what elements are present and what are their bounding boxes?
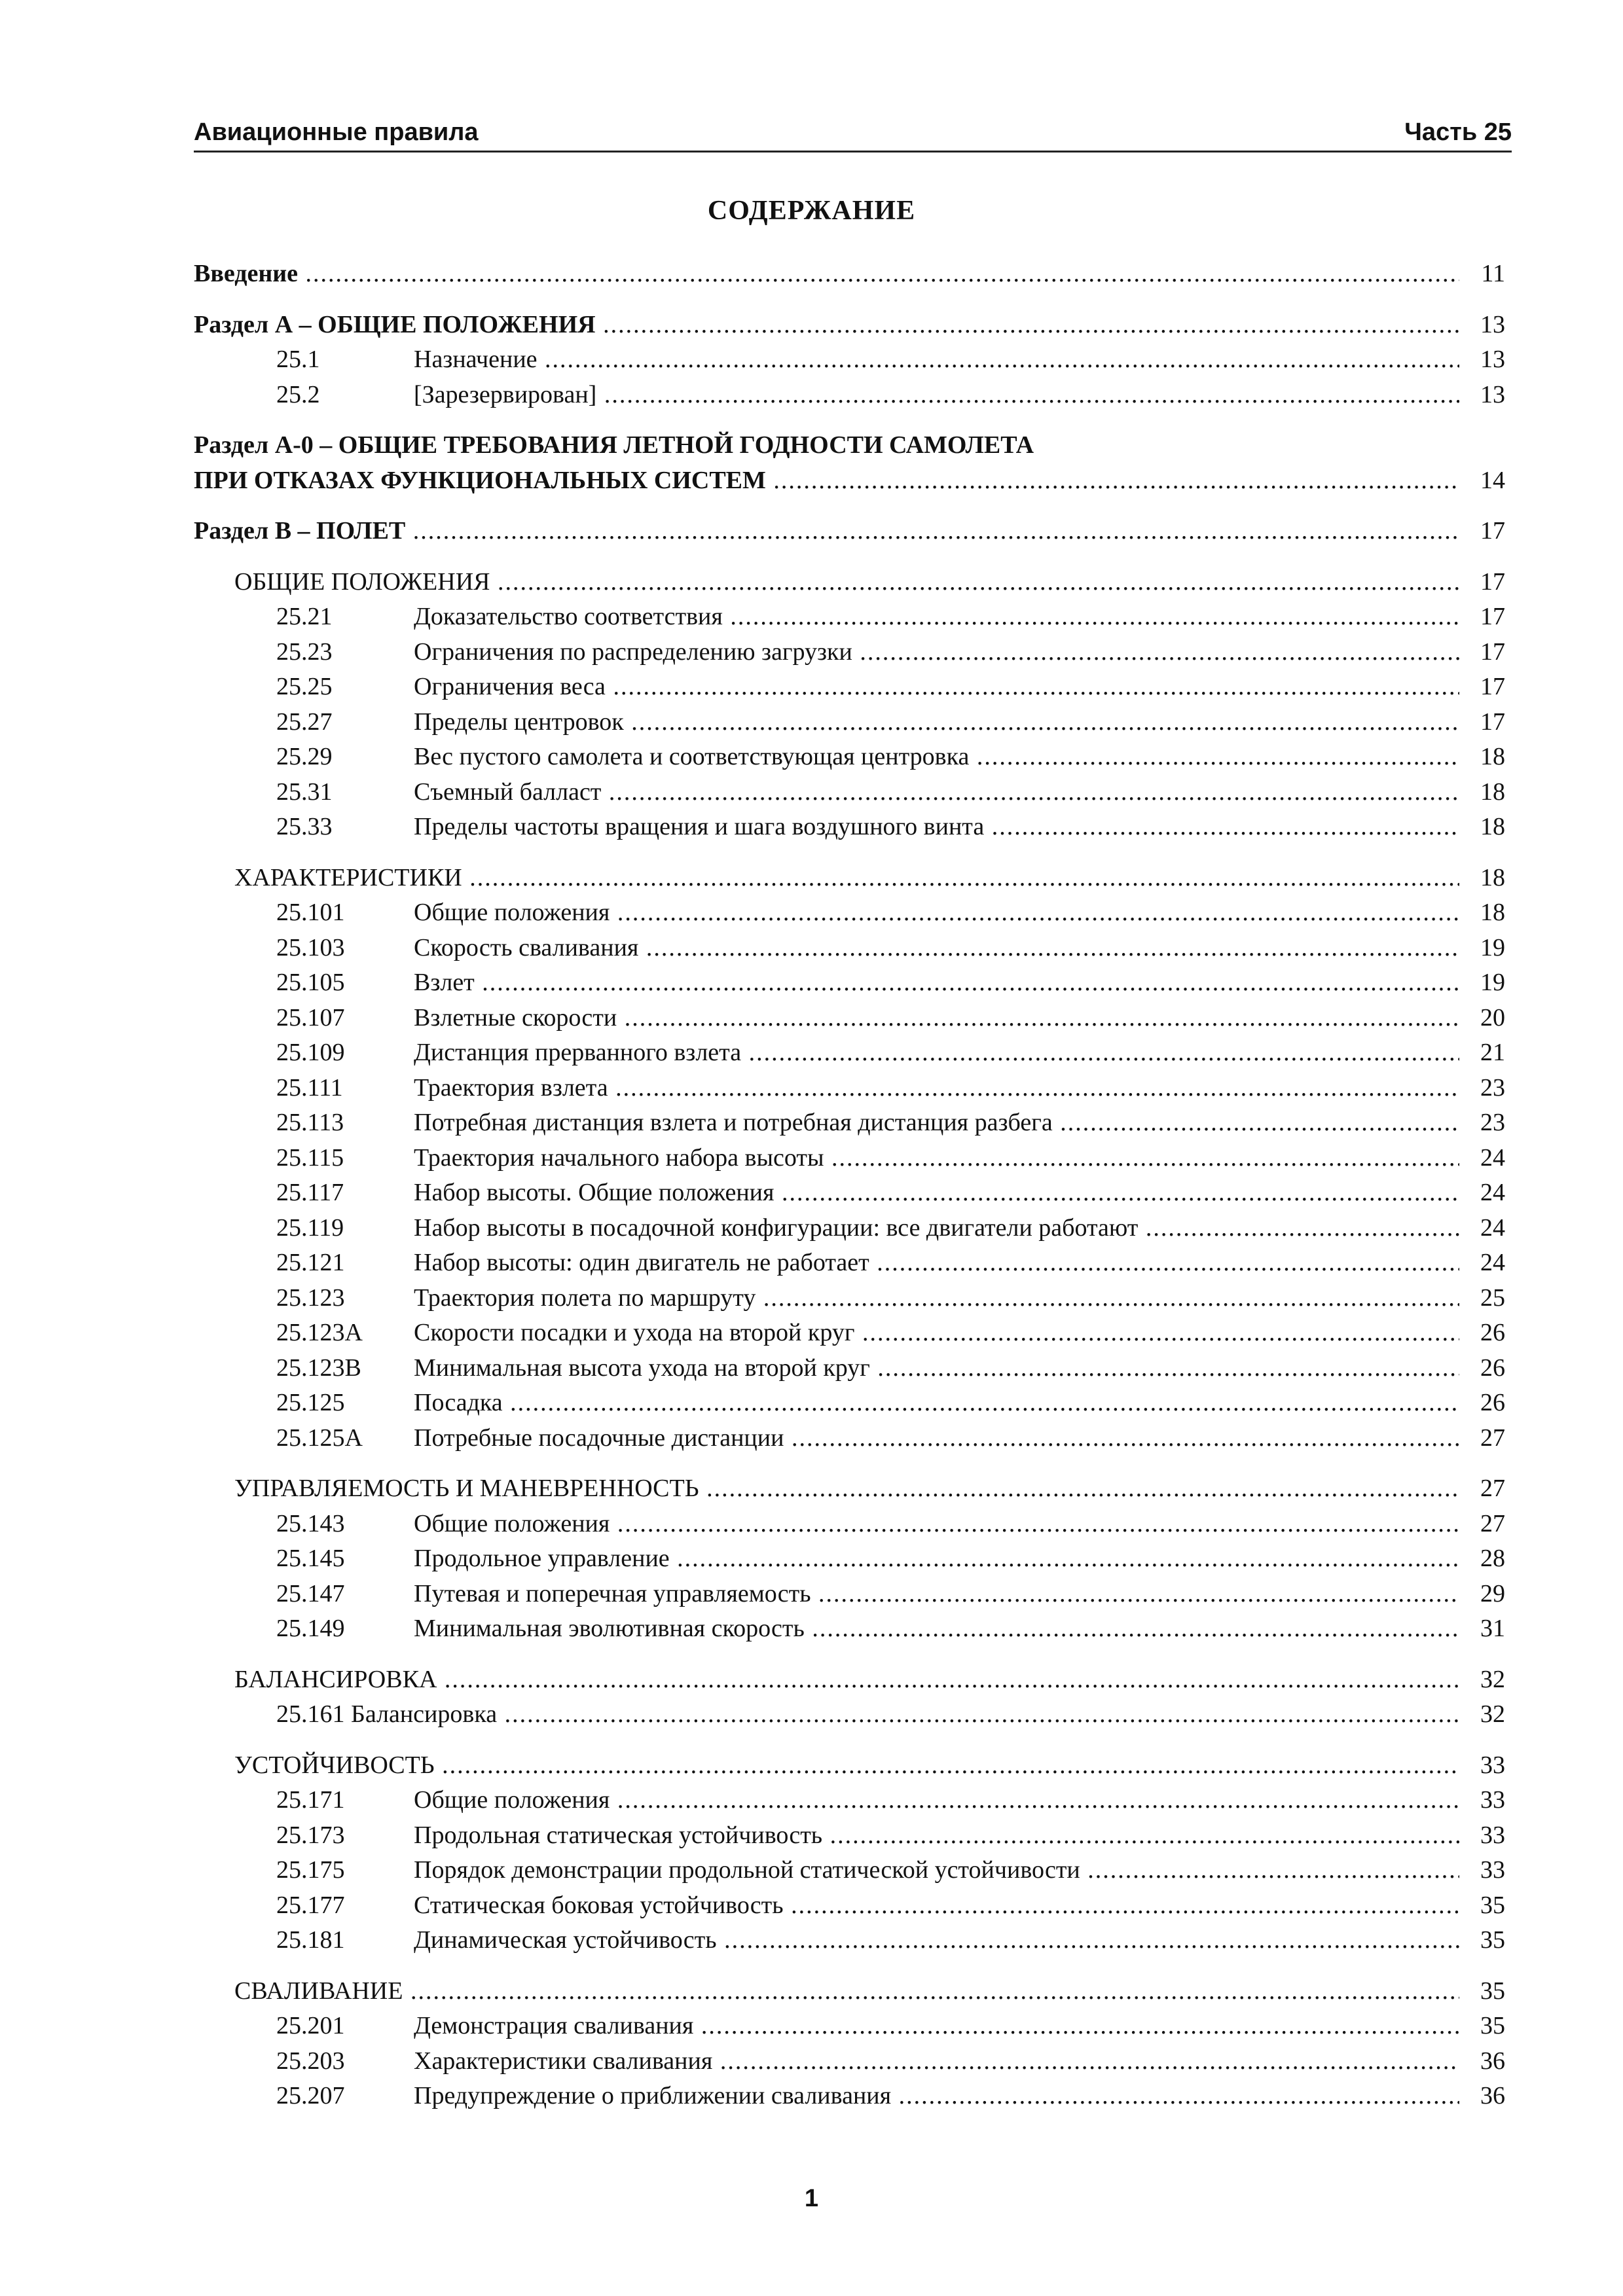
toc-page-number: 20	[1480, 1003, 1505, 1031]
toc-entry[interactable]	[194, 2079, 1505, 2114]
toc-entry-title: Дистанция прерванного взлета .....	[414, 1035, 1459, 1071]
toc-entry-title: СВАЛИВАНИЕ .....	[234, 1974, 1459, 2009]
toc-page-number: 33	[1480, 1821, 1505, 1849]
toc-page-number: 33	[1480, 1751, 1505, 1779]
toc-entry-number: 25.177	[276, 1891, 345, 1919]
toc-page-number: 14	[1480, 466, 1505, 494]
toc-page-number: 29	[1480, 1579, 1505, 1607]
toc-entry-title: Посадка .....	[414, 1386, 1459, 1421]
toc-entry[interactable]	[194, 1071, 1505, 1106]
toc-entry-title: Набор высоты: один двигатель не работает .....	[414, 1246, 1459, 1281]
toc-entry[interactable]	[194, 1783, 1505, 1818]
toc-subsection[interactable]	[194, 1748, 1505, 1784]
toc-entry-title: Скорость сваливания .....	[414, 931, 1459, 966]
toc-page-number: 27	[1480, 1509, 1505, 1537]
toc-entry-title: Назначение .....	[414, 342, 1459, 378]
toc-entry-title: Потребные посадочные дистанции .....	[414, 1421, 1459, 1456]
toc-page-number: 17	[1480, 517, 1505, 545]
toc-page-number: 11	[1481, 260, 1505, 287]
toc-entry-title: Набор высоты. Общие положения .....	[414, 1175, 1459, 1211]
toc-entry[interactable]	[194, 1351, 1505, 1386]
toc-entry-number: 25.125	[276, 1389, 345, 1416]
toc-entry[interactable]	[194, 2044, 1505, 2079]
toc-entry-title: Вес пустого самолета и соответствующая центровка .....	[414, 740, 1459, 775]
toc-entry-title: Ограничения по распределению загрузки .....	[414, 635, 1459, 670]
toc-entry-number: 25.207	[276, 2082, 345, 2109]
toc-entry-number: 25.109	[276, 1039, 345, 1066]
header-part-label: Часть 25	[1404, 118, 1512, 146]
toc-subsection[interactable]	[194, 861, 1505, 896]
toc-page-number: 13	[1480, 310, 1505, 338]
toc-section[interactable]	[194, 463, 1505, 499]
toc-entry-title: Введение .....	[194, 257, 1459, 292]
toc-entry-title: Продольное управление .....	[414, 1541, 1459, 1577]
toc-entry-title: 25.161 Балансировка .....	[276, 1697, 1459, 1732]
toc-entry-title: Потребная дистанция взлета и потребная дистанция разбега .....	[414, 1105, 1459, 1141]
toc-page-number: 17	[1480, 637, 1505, 666]
header-document-title: Авиационные правила	[194, 118, 479, 146]
toc-subsection[interactable]	[194, 1662, 1505, 1698]
toc-entry-number: 25.145	[276, 1545, 345, 1572]
toc-entry-title: ХАРАКТЕРИСТИКИ .....	[234, 861, 1459, 896]
toc-entry-title: Раздел А-0 – ОБЩИЕ ТРЕБОВАНИЯ ЛЕТНОЙ ГОДНОСТИ САМОЛЕТА	[194, 431, 1034, 459]
toc-entry-title: Скорости посадки и ухода на второй круг .....	[414, 1316, 1459, 1351]
toc-entry[interactable]	[194, 965, 1505, 1001]
toc-page-number: 24	[1480, 1143, 1505, 1172]
toc-entry-number: 25.175	[276, 1856, 345, 1884]
toc-entry-title: УСТОЙЧИВОСТЬ .....	[234, 1748, 1459, 1784]
toc-entry-number: 25.117	[276, 1179, 344, 1206]
toc-entry[interactable]	[194, 1105, 1505, 1141]
toc-entry[interactable]	[194, 2009, 1505, 2044]
toc-entry[interactable]	[194, 775, 1505, 810]
toc-page-number: 36	[1480, 2047, 1505, 2075]
toc-entry-number: 25.123А	[276, 1319, 363, 1346]
toc-entry[interactable]	[194, 1923, 1505, 1958]
toc-entry[interactable]	[194, 1281, 1505, 1316]
toc-entry-title: Траектория взлета .....	[414, 1071, 1459, 1106]
toc-entry-title: ОБЩИЕ ПОЛОЖЕНИЯ .....	[234, 565, 1459, 600]
toc-entry[interactable]	[194, 931, 1505, 966]
toc-page-number: 17	[1480, 708, 1505, 736]
toc-page-number: 27	[1480, 1475, 1505, 1502]
toc-page-number: 32	[1480, 1665, 1505, 1693]
toc-entry-number: 25.23	[276, 637, 333, 666]
toc-entry-number: 25.119	[276, 1213, 344, 1242]
toc-entry-title: Взлет .....	[414, 965, 1459, 1001]
table-of-contents	[194, 257, 1505, 2114]
toc-entry-number: 25.21	[276, 603, 333, 630]
toc-entry[interactable]	[194, 1507, 1505, 1542]
toc-entry[interactable]	[194, 1888, 1505, 1924]
toc-page-number: 17	[1480, 673, 1505, 700]
toc-entry-number: 25.113	[276, 1109, 344, 1136]
toc-entry[interactable]	[194, 1541, 1505, 1577]
toc-page-number: 21	[1480, 1039, 1505, 1066]
toc-page-number: 13	[1480, 346, 1505, 373]
toc-entry-number: 25.171	[276, 1786, 345, 1814]
toc-entry-title: Порядок демонстрации продольной статической устойчивости .....	[414, 1853, 1459, 1888]
toc-entry-number: 25.27	[276, 708, 333, 736]
toc-entry-title: Траектория полета по маршруту .....	[414, 1281, 1459, 1316]
toc-entry-number: 25.103	[276, 933, 345, 961]
toc-page-number: 35	[1480, 1977, 1505, 2005]
toc-entry-number: 25.181	[276, 1926, 345, 1954]
toc-entry-title: Пределы центровок .....	[414, 705, 1459, 740]
toc-page-number: 26	[1480, 1319, 1505, 1346]
toc-entry-number: 25.173	[276, 1821, 345, 1849]
toc-page-number: 19	[1480, 969, 1505, 996]
toc-subsection[interactable]	[194, 1974, 1505, 2009]
toc-entry-number: 25.201	[276, 2012, 345, 2039]
toc-entry[interactable]	[194, 1035, 1505, 1071]
toc-entry[interactable]	[194, 670, 1505, 705]
toc-page-number: 33	[1480, 1856, 1505, 1884]
toc-entry-number: 25.149	[276, 1615, 345, 1642]
toc-entry-title: [Зарезервирован] .....	[414, 378, 1459, 413]
toc-entry-number: 25.31	[276, 778, 333, 806]
toc-page-number: 13	[1480, 380, 1505, 408]
toc-entry[interactable]	[194, 740, 1505, 775]
toc-entry-title: УПРАВЛЯЕМОСТЬ И МАНЕВРЕННОСТЬ .....	[234, 1471, 1459, 1507]
toc-entry-title: Раздел А – ОБЩИЕ ПОЛОЖЕНИЯ .....	[194, 308, 1459, 343]
toc-entry-number: 25.115	[276, 1143, 344, 1172]
toc-entry[interactable]	[194, 895, 1505, 931]
toc-entry[interactable]	[194, 1001, 1505, 1036]
toc-entry-number: 25.29	[276, 743, 333, 770]
toc-entry-title: Съемный балласт .....	[414, 775, 1459, 810]
toc-entry-title: Минимальная эволютивная скорость .....	[414, 1611, 1459, 1647]
toc-entry-number: 25.111	[276, 1073, 343, 1102]
toc-entry-title: Ограничения веса .....	[414, 670, 1459, 705]
page-number: 1	[804, 2185, 819, 2212]
toc-entry[interactable]	[194, 1386, 1505, 1421]
toc-entry-number: 25.1	[276, 346, 320, 373]
toc-entry-title: БАЛАНСИРОВКА .....	[234, 1662, 1459, 1698]
toc-entry-title: Общие положения .....	[414, 895, 1459, 931]
toc-page-number: 18	[1480, 778, 1505, 806]
toc-page-number: 35	[1480, 1891, 1505, 1919]
toc-page-number: 27	[1480, 1424, 1505, 1452]
toc-entry-title: Статическая боковая устойчивость .....	[414, 1888, 1459, 1924]
toc-entry[interactable]	[194, 1611, 1505, 1647]
toc-page-number: 23	[1480, 1109, 1505, 1136]
toc-page-number: 35	[1480, 2012, 1505, 2039]
toc-entry[interactable]	[194, 1697, 1505, 1732]
toc-entry[interactable]	[194, 1246, 1505, 1281]
toc-entry[interactable]	[194, 1853, 1505, 1888]
toc-entry-number: 25.123	[276, 1283, 345, 1312]
toc-entry-title: Демонстрация сваливания .....	[414, 2009, 1459, 2044]
toc-page-number: 32	[1480, 1700, 1505, 1728]
toc-entry-number: 25.203	[276, 2047, 345, 2075]
toc-entry[interactable]	[194, 810, 1505, 845]
toc-page-number: 17	[1480, 603, 1505, 630]
toc-page-number: 36	[1480, 2082, 1505, 2109]
toc-subsection[interactable]	[194, 565, 1505, 600]
toc-page-number: 28	[1480, 1545, 1505, 1572]
toc-entry[interactable]	[194, 342, 1505, 378]
page-title: СОДЕРЖАНИЕ	[707, 196, 916, 226]
toc-section[interactable]	[194, 257, 1505, 292]
toc-page-number: 19	[1480, 933, 1505, 961]
toc-entry[interactable]	[194, 1175, 1505, 1211]
toc-page-number: 24	[1480, 1213, 1505, 1242]
toc-entry-title: Набор высоты в посадочной конфигурации: все двигатели работают .....	[414, 1211, 1459, 1246]
running-header	[194, 110, 1512, 152]
toc-entry-title: Динамическая устойчивость .....	[414, 1923, 1459, 1958]
toc-page-number: 26	[1480, 1389, 1505, 1416]
toc-entry-title: Раздел В – ПОЛЕТ .....	[194, 514, 1459, 549]
toc-entry-title: Путевая и поперечная управляемость .....	[414, 1577, 1459, 1612]
toc-entry[interactable]	[194, 1316, 1505, 1351]
toc-entry-title: Продольная статическая устойчивость .....	[414, 1818, 1459, 1854]
toc-entry-title: Пределы частоты вращения и шага воздушного винта .....	[414, 810, 1459, 845]
toc-page-number: 35	[1480, 1926, 1505, 1954]
toc-section[interactable]	[194, 308, 1505, 343]
toc-page-number: 31	[1480, 1615, 1505, 1642]
toc-entry-title: Доказательство соответствия .....	[414, 600, 1459, 635]
toc-entry-title: Общие положения .....	[414, 1783, 1459, 1818]
toc-entry-number: 25.101	[276, 899, 345, 926]
toc-page-number: 18	[1480, 813, 1505, 840]
toc-subsection[interactable]	[194, 1471, 1505, 1507]
toc-entry-title: Предупреждение о приближении сваливания .....	[414, 2079, 1459, 2114]
toc-entry[interactable]	[194, 1421, 1505, 1456]
toc-entry-number: 25.123В	[276, 1354, 361, 1382]
toc-entry[interactable]	[194, 705, 1505, 740]
toc-page-number: 26	[1480, 1354, 1505, 1382]
toc-entry[interactable]	[194, 378, 1505, 413]
toc-entry-number: 25.143	[276, 1509, 345, 1537]
toc-entry-number: 25.25	[276, 673, 333, 700]
toc-entry-title: Взлетные скорости .....	[414, 1001, 1459, 1036]
toc-page-number: 17	[1480, 567, 1505, 596]
toc-entry-number: 25.33	[276, 813, 333, 840]
toc-page-number: 25	[1480, 1283, 1505, 1312]
toc-page-number: 24	[1480, 1249, 1505, 1276]
toc-entry[interactable]	[194, 1141, 1505, 1176]
toc-entry-title: Траектория начального набора высоты .....	[414, 1141, 1459, 1176]
toc-entry-number: 25.125А	[276, 1424, 363, 1452]
toc-section[interactable]	[194, 514, 1505, 549]
toc-page-number: 18	[1480, 743, 1505, 770]
toc-entry-number: 25.105	[276, 969, 345, 996]
toc-page-number: 33	[1480, 1786, 1505, 1814]
toc-entry-number: 25.147	[276, 1579, 345, 1607]
toc-entry[interactable]	[194, 1577, 1505, 1612]
toc-entry-number: 25.121	[276, 1249, 345, 1276]
toc-page-number: 24	[1480, 1179, 1505, 1206]
toc-entry[interactable]	[194, 1211, 1505, 1246]
toc-page-number: 23	[1480, 1073, 1505, 1102]
toc-entry[interactable]	[194, 600, 1505, 635]
toc-entry-title: ПРИ ОТКАЗАХ ФУНКЦИОНАЛЬНЫХ СИСТЕМ .....	[194, 463, 1459, 499]
toc-page-number: 18	[1480, 899, 1505, 926]
toc-page-number: 18	[1480, 863, 1505, 891]
toc-entry[interactable]	[194, 635, 1505, 670]
toc-entry-number: 25.107	[276, 1003, 345, 1031]
toc-entry-title: Минимальная высота ухода на второй круг .....	[414, 1351, 1459, 1386]
toc-entry[interactable]	[194, 1818, 1505, 1854]
toc-section[interactable]	[194, 428, 1505, 463]
toc-entry-number: 25.2	[276, 380, 320, 408]
toc-entry-title: Общие положения .....	[414, 1507, 1459, 1542]
toc-entry-title: Характеристики сваливания .....	[414, 2044, 1459, 2079]
